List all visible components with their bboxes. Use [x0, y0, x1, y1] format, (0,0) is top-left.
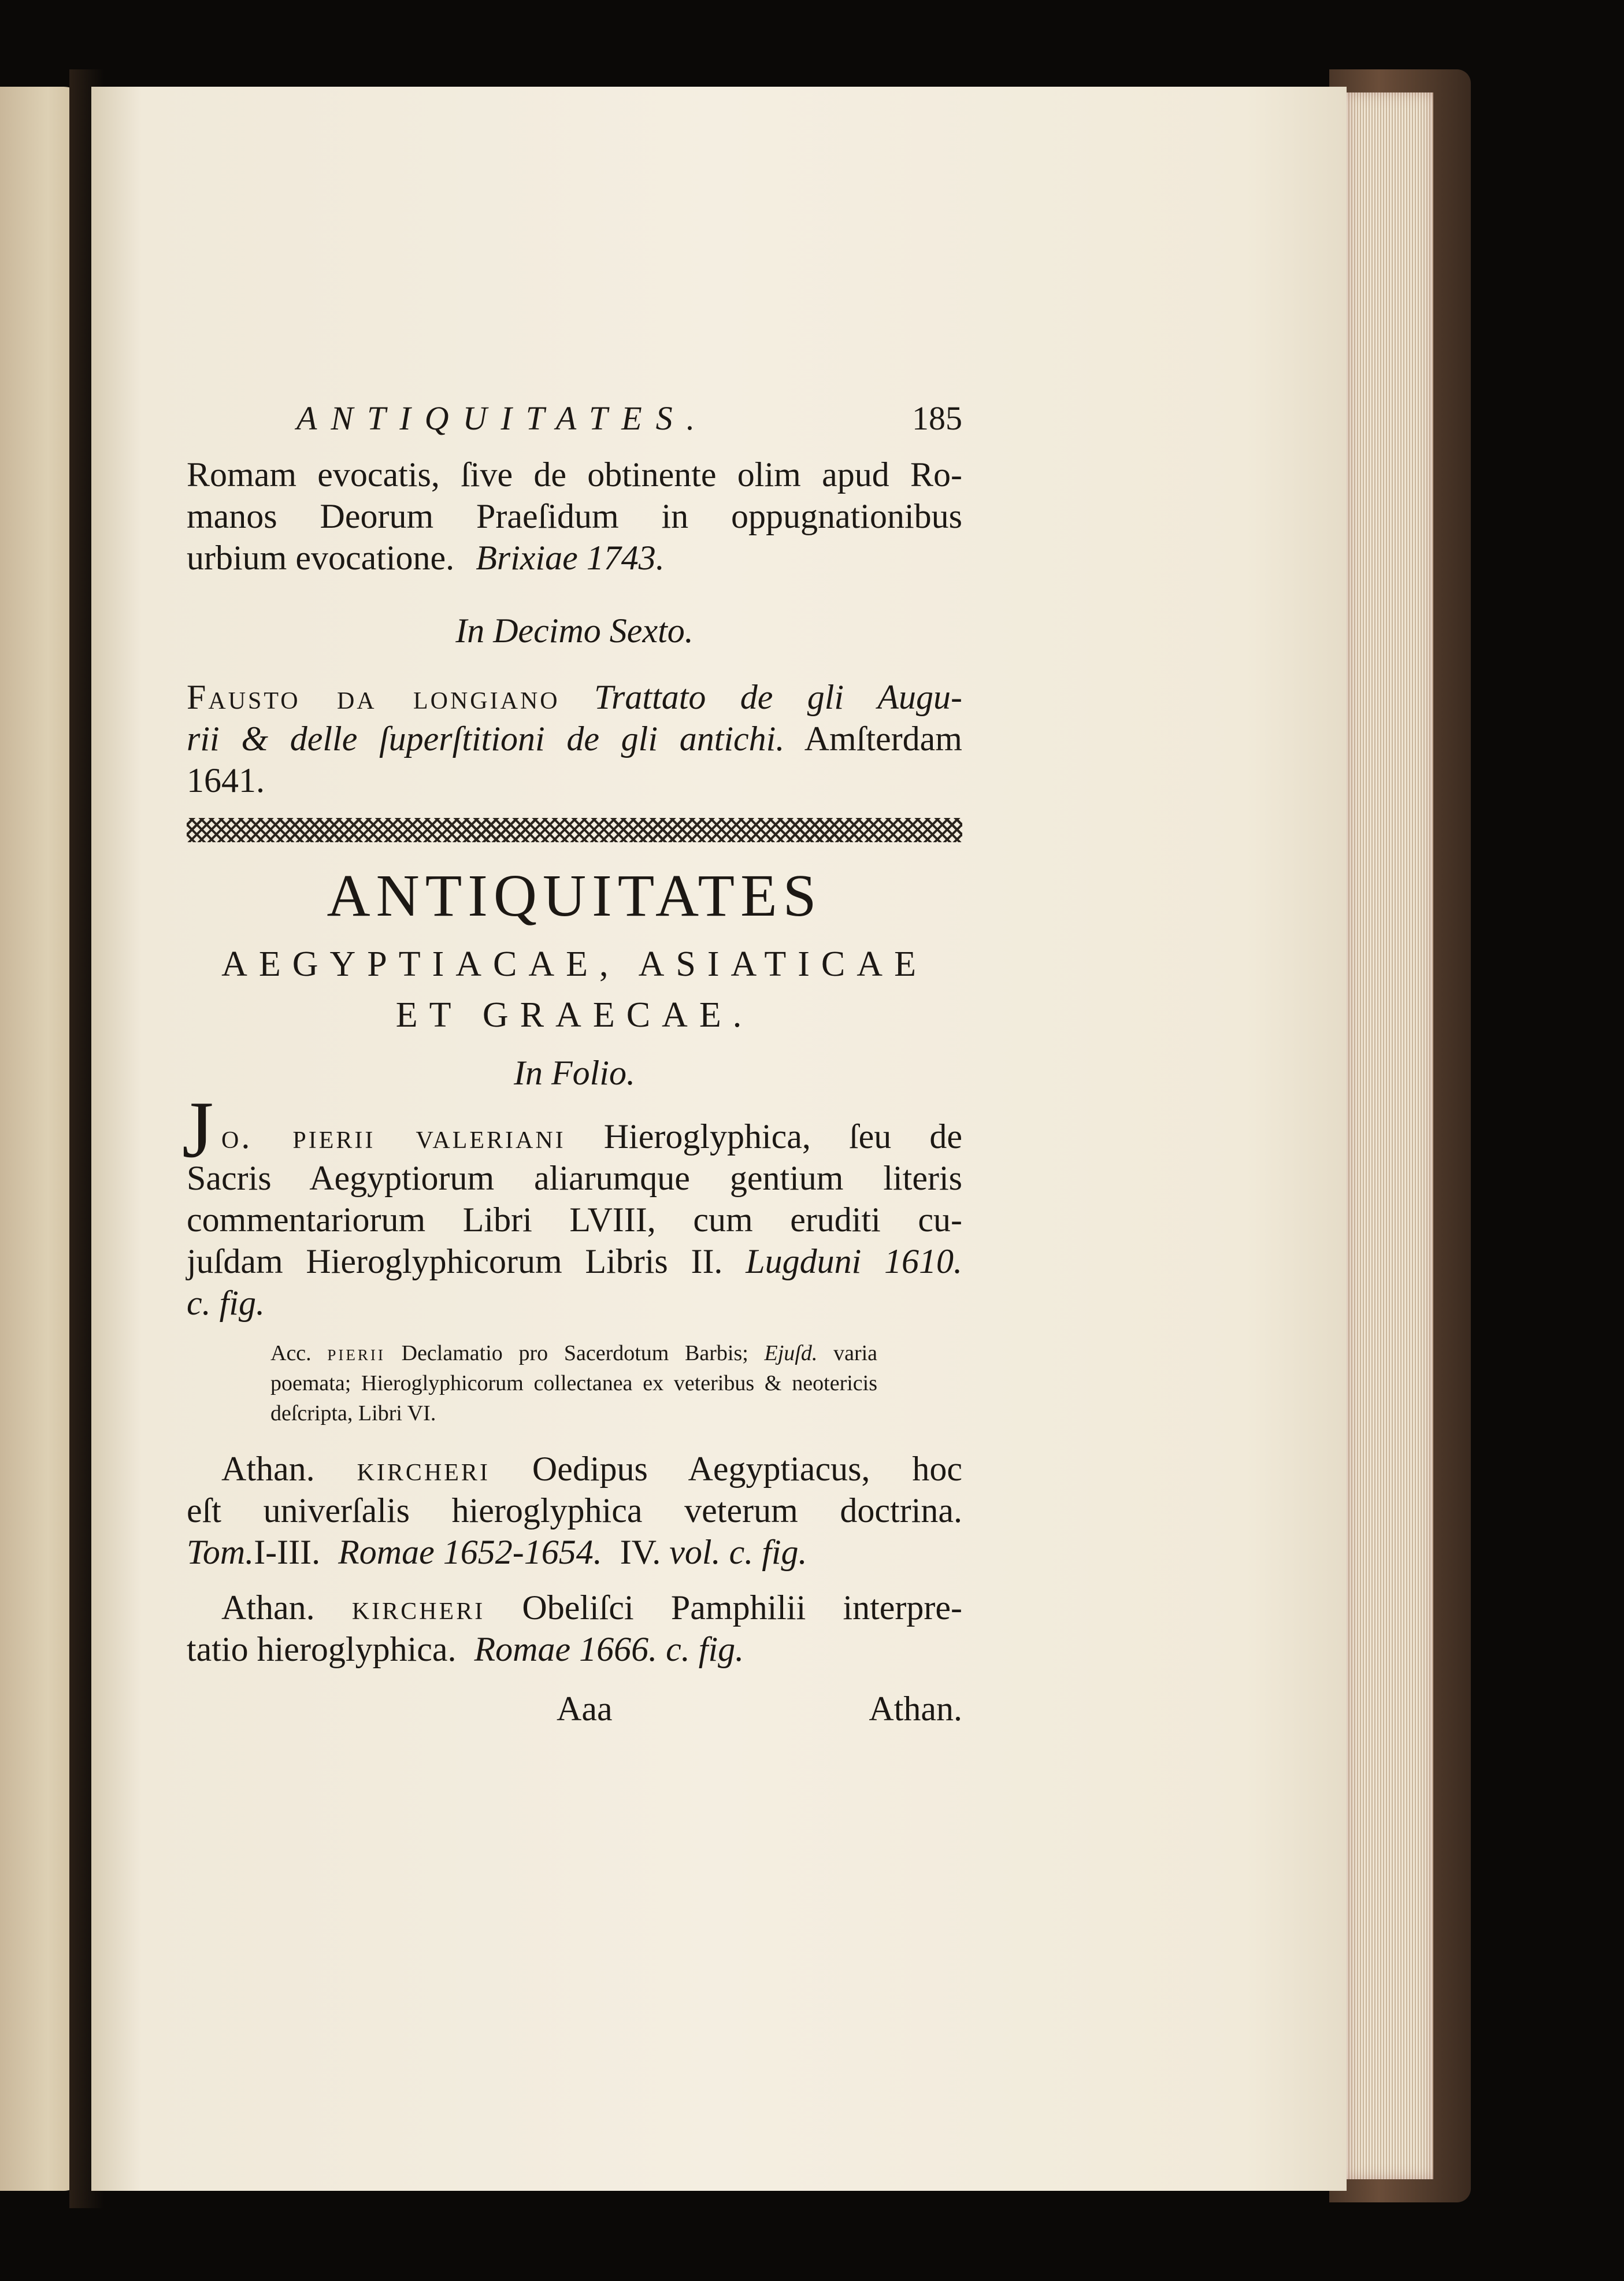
- book-page: [91, 87, 1347, 2191]
- section-heading-folio: In Folio.: [514, 1054, 635, 1092]
- kircher-oedipus-line: [187, 1531, 962, 1573]
- place: Amſterdam: [804, 720, 962, 758]
- running-title: ANTIQUITATES.: [296, 399, 709, 437]
- kircher-oedipus-line: [221, 1448, 962, 1490]
- first-name: Athan.: [221, 1588, 315, 1627]
- imprint: Brixiae 1743.: [476, 539, 665, 577]
- decorative-ornament-rule: [187, 818, 962, 842]
- work-title: Hieroglyphica, ſeu de: [603, 1117, 962, 1156]
- pierius-entry-line: commentariorum Libri LVIII, cum eruditi cu-: [187, 1201, 962, 1239]
- continuation-line: manos Deorum Praeſidum in oppugnationibus: [187, 497, 962, 535]
- page-number: 185: [912, 399, 962, 437]
- accessit-note-line: poemata; Hieroglyphicorum collectanea ex veteribus & neotericis: [270, 1371, 877, 1395]
- imprint: Lugduni 1610.: [746, 1242, 963, 1280]
- section-heading-decimo-sexto: In Decimo Sexto.: [455, 612, 694, 650]
- signature-mark: Aaa: [557, 1690, 613, 1728]
- pierius-entry-line: [221, 1116, 962, 1157]
- work-title: tatio hieroglyphica.: [187, 1630, 457, 1668]
- catchword: Athan.: [869, 1690, 962, 1728]
- note-text: varia: [833, 1341, 878, 1365]
- note-prefix: Acc.: [270, 1341, 312, 1365]
- pierius-entry-line: c. fig.: [187, 1284, 265, 1322]
- work-title: juſdam Hieroglyphicorum Libris II.: [187, 1242, 723, 1280]
- continuation-line: Romam evocatis, ſive de obtinente olim apud Ro-: [187, 456, 962, 494]
- fausto-entry-line: [187, 718, 962, 760]
- continuation-line: [187, 537, 962, 579]
- volume-number: IV.: [620, 1533, 661, 1571]
- accessit-note-line: [270, 1338, 877, 1368]
- imprint: Romae 1652-1654.: [338, 1533, 602, 1571]
- kircher-oedipus-line: eſt univerſalis hieroglyphica veterum doctrina.: [187, 1491, 962, 1530]
- work-title: Trattato de gli Augu-: [594, 678, 962, 716]
- fausto-entry-line: [187, 676, 962, 718]
- author-name: kircheri: [351, 1588, 485, 1627]
- section-subtitle: ET GRAECAE.: [395, 995, 754, 1035]
- page-edges: [1347, 92, 1433, 2179]
- section-subtitle: AEGYPTIACAE, ASIATICAE: [221, 945, 928, 984]
- running-header: [187, 399, 962, 445]
- continuation-text: urbium evocatione.: [187, 539, 455, 577]
- author-name: o. pierii valeriani: [221, 1117, 566, 1156]
- fausto-entry-year: 1641.: [187, 761, 265, 799]
- pierius-entry-line: [187, 1241, 962, 1282]
- tom-label: Tom.: [187, 1533, 254, 1571]
- kircher-obelisci-line: [221, 1587, 962, 1628]
- pierius-entry-line: Sacris Aegyptiorum aliarumque gentium literis: [187, 1159, 962, 1197]
- accessit-note-line: deſcripta, Libri VI.: [270, 1401, 436, 1425]
- kircher-obelisci-line: [187, 1628, 962, 1670]
- first-name: Athan.: [221, 1450, 315, 1488]
- drop-cap: J: [182, 1085, 214, 1175]
- author-name: pierii: [327, 1341, 385, 1365]
- section-title: ANTIQUITATES: [327, 862, 822, 929]
- volumes: I-III.: [254, 1533, 321, 1571]
- work-title: Oedipus Aegyptiacus, hoc: [532, 1450, 963, 1488]
- note-italic: Ejuſd.: [764, 1341, 818, 1365]
- work-title: Obeliſci Pamphilii interpre-: [522, 1588, 963, 1627]
- author-name: Fausto da longiano: [187, 678, 560, 716]
- imprint: Romae 1666. c. fig.: [474, 1630, 744, 1668]
- volume-note: vol. c. fig.: [669, 1533, 807, 1571]
- note-text: Declamatio pro Sacerdotum Barbis;: [401, 1341, 748, 1365]
- work-title: rii & delle ſuperſtitioni de gli antichi.: [187, 720, 785, 758]
- author-name: kircheri: [357, 1450, 490, 1488]
